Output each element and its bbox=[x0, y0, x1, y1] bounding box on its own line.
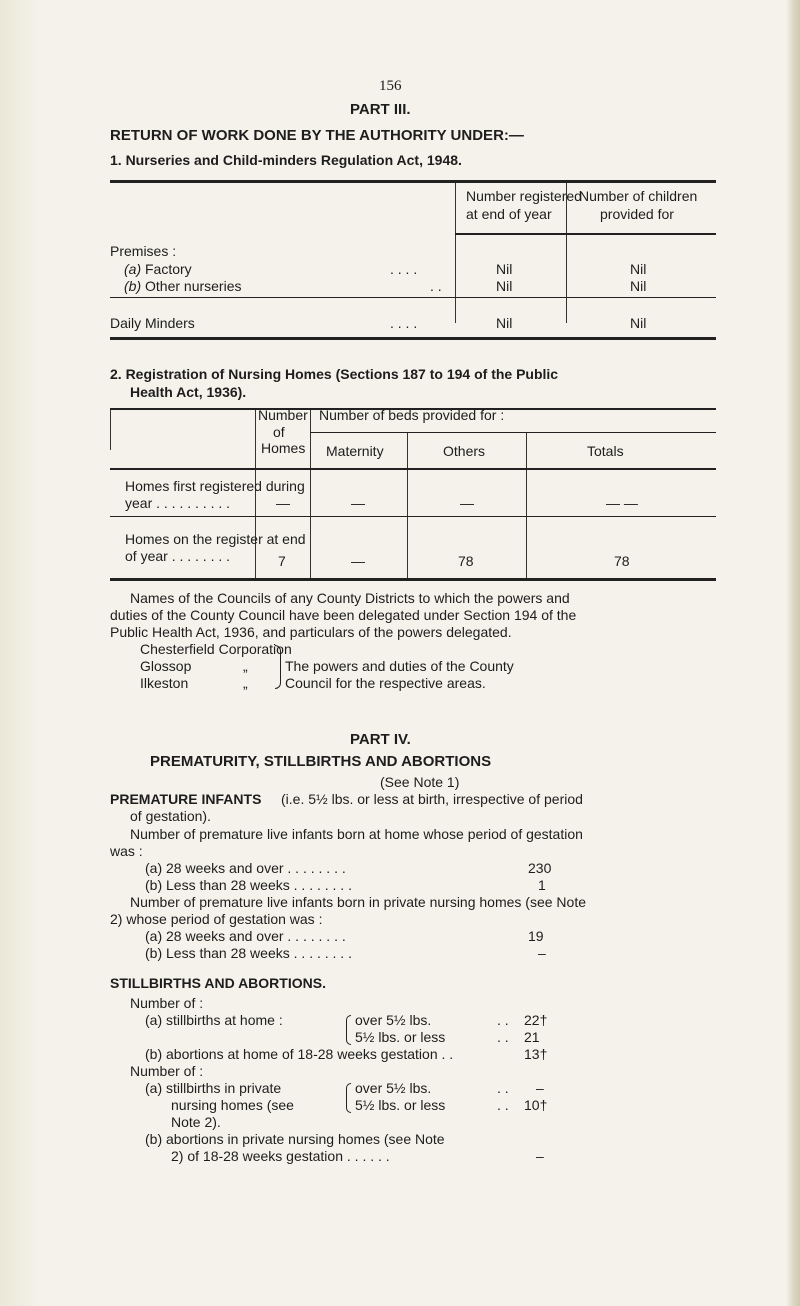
stillbirths-home-less-dots: . . bbox=[497, 1029, 509, 1045]
table2-divider-2 bbox=[310, 410, 311, 578]
row-on-register-others: 78 bbox=[458, 553, 474, 569]
stillbirths-home-less-value: 21 bbox=[524, 1029, 540, 1045]
row-on-register-label: Homes on the register at end bbox=[125, 531, 306, 547]
row-a-label: Factory bbox=[145, 261, 192, 277]
daily-minders-dots: . . . . bbox=[390, 315, 418, 331]
table2-row-rule bbox=[110, 516, 716, 517]
stillbirths-private-less-label: 5½ lbs. or less bbox=[355, 1097, 446, 1113]
abortions-home-label: (b) abortions at home of 18-28 weeks gestation . . bbox=[145, 1046, 454, 1062]
row-first-registered-homes: — bbox=[276, 495, 290, 511]
home-less-28-weeks-value: 1 bbox=[538, 877, 546, 893]
row-a-registered: Nil bbox=[496, 261, 513, 277]
premature-definition: (i.e. 5½ lbs. or less at birth, irrespective of period bbox=[281, 791, 583, 807]
council-ilkeston: Ilkeston bbox=[140, 675, 189, 691]
abortions-private-label: (b) abortions in private nursing homes (see Note bbox=[145, 1131, 445, 1147]
home-less-28-weeks-label: (b) Less than 28 weeks . . . . . . . . bbox=[145, 877, 352, 893]
table2-header-totals: Totals bbox=[587, 443, 624, 459]
stillbirths-home-brace bbox=[346, 1015, 351, 1045]
ditto-mark-2: „ bbox=[243, 675, 248, 691]
table1-col1-header: Number registered bbox=[466, 188, 582, 204]
private-28-weeks-over-value: 19 bbox=[528, 928, 544, 944]
table2-header-maternity: Maternity bbox=[326, 443, 384, 459]
stillbirths-home-over-label: over 5½ lbs. bbox=[355, 1012, 432, 1028]
table1-col2-header-2: provided for bbox=[600, 206, 674, 222]
delegation-text-1: The powers and duties of the County bbox=[285, 658, 514, 674]
table1-header-rule bbox=[455, 233, 716, 235]
row-first-registered-others: — bbox=[460, 495, 474, 511]
page-right-edge bbox=[786, 0, 800, 1306]
stillbirths-private-label: (a) stillbirths in private bbox=[145, 1080, 282, 1096]
councils-paragraph-3: Public Health Act, 1936, and particulars of the powers delegated. bbox=[110, 624, 512, 640]
stillbirths-home-over-dots: . . bbox=[497, 1012, 509, 1028]
number-of-private: Number of : bbox=[130, 1063, 204, 1079]
row-a-children: Nil bbox=[630, 261, 647, 277]
table2-beds-rule bbox=[310, 432, 716, 433]
table2-divider-1 bbox=[255, 410, 256, 578]
daily-minders-label: Daily Minders bbox=[110, 315, 195, 331]
premature-infants-heading: PREMATURE INFANTS bbox=[110, 791, 262, 807]
stillbirths-private-less-dots: . . bbox=[497, 1097, 509, 1113]
home-28-weeks-over-value: 230 bbox=[528, 860, 552, 876]
table2-bottom-rule bbox=[110, 578, 716, 581]
row-b-dots: . . bbox=[430, 278, 442, 294]
stillbirths-private-over-dots: . . bbox=[497, 1080, 509, 1096]
row-first-registered-label: Homes first registered during bbox=[125, 478, 305, 494]
row-first-registered-label-2: year . . . . . . . . . . bbox=[125, 495, 231, 511]
private-intro-2: 2) whose period of gestation was : bbox=[110, 911, 323, 927]
row-first-registered-totals: — — bbox=[606, 495, 638, 511]
table1-col2-header: Number of children bbox=[579, 188, 698, 204]
councils-paragraph-2: duties of the County Council have been delegated under Section 194 of the bbox=[110, 607, 577, 623]
row-b-registered: Nil bbox=[496, 278, 513, 294]
table1-bottom-rule bbox=[110, 337, 716, 340]
stillbirths-private-label-2: nursing homes (see bbox=[171, 1097, 294, 1113]
abortions-home-value: 13† bbox=[524, 1046, 548, 1062]
section2-title-2: Health Act, 1936). bbox=[130, 384, 247, 400]
stillbirths-private-label-3: Note 2). bbox=[171, 1114, 221, 1130]
number-of-home: Number of : bbox=[130, 995, 204, 1011]
table2-divider-3 bbox=[407, 432, 408, 578]
council-glossop: Glossop bbox=[140, 658, 192, 674]
ditto-mark-1: „ bbox=[243, 658, 248, 674]
page-number: 156 bbox=[379, 78, 402, 94]
row-b-label: Other nurseries bbox=[145, 278, 242, 294]
stillbirths-home-over-value: 22† bbox=[524, 1012, 548, 1028]
table2-header-number: Number bbox=[258, 407, 308, 423]
home-28-weeks-over-label: (a) 28 weeks and over . . . . . . . . bbox=[145, 860, 346, 876]
delegation-brace bbox=[275, 645, 281, 689]
row-first-registered-maternity: — bbox=[351, 495, 365, 511]
table2-divider-4 bbox=[526, 432, 527, 578]
row-b-letter: (b) bbox=[124, 278, 142, 294]
councils-paragraph-1: Names of the Councils of any County Districts to which the powers and bbox=[130, 590, 570, 606]
part4-heading: PART IV. bbox=[350, 731, 411, 748]
premises-label: Premises : bbox=[110, 243, 177, 259]
section1-title: 1. Nurseries and Child-minders Regulation Act, 1948. bbox=[110, 152, 462, 168]
stillbirths-home-less-label: 5½ lbs. or less bbox=[355, 1029, 446, 1045]
row-a-letter: (a) bbox=[124, 261, 142, 277]
stillbirths-private-over-value: – bbox=[536, 1080, 544, 1096]
row-b-children: Nil bbox=[630, 278, 647, 294]
stillbirths-home-label: (a) stillbirths at home : bbox=[145, 1012, 283, 1028]
council-chesterfield: Chesterfield Corporation bbox=[140, 641, 292, 657]
delegation-text-2: Council for the respective areas. bbox=[285, 675, 486, 691]
page-left-shadow bbox=[0, 0, 40, 1306]
row-on-register-label-2: of year . . . . . . . . bbox=[125, 548, 231, 564]
see-note-1: (See Note 1) bbox=[380, 774, 460, 790]
row-a-dots: . . . . bbox=[390, 261, 418, 277]
stillbirths-private-over-label: over 5½ lbs. bbox=[355, 1080, 432, 1096]
row-on-register-maternity: — bbox=[351, 553, 365, 569]
stillbirths-heading: STILLBIRTHS AND ABORTIONS. bbox=[110, 975, 326, 991]
table1-top-rule bbox=[110, 180, 716, 183]
private-28-weeks-over-label: (a) 28 weeks and over . . . . . . . . bbox=[145, 928, 346, 944]
table1-col1-header-2: at end of year bbox=[466, 206, 552, 222]
table2-header-homes: Homes bbox=[261, 440, 306, 456]
daily-minders-registered: Nil bbox=[496, 315, 513, 331]
table2-header-beds: Number of beds provided for : bbox=[319, 407, 505, 423]
part4-subheading: PREMATURITY, STILLBIRTHS AND ABORTIONS bbox=[150, 753, 492, 770]
home-intro: Number of premature live infants born at home whose period of gestation bbox=[130, 826, 583, 842]
table2-header-of: of bbox=[273, 424, 285, 440]
row-on-register-homes: 7 bbox=[278, 553, 286, 569]
table2-divider-left bbox=[110, 410, 111, 450]
table1-divider-2 bbox=[566, 183, 567, 323]
private-less-28-weeks-label: (b) Less than 28 weeks . . . . . . . . bbox=[145, 945, 352, 961]
daily-minders-children: Nil bbox=[630, 315, 647, 331]
stillbirths-private-brace bbox=[346, 1083, 351, 1113]
table1-divider-1 bbox=[455, 183, 456, 323]
section2-title: 2. Registration of Nursing Homes (Sections 187 to 194 of the Public bbox=[110, 366, 559, 382]
part3-heading: PART III. bbox=[350, 101, 411, 118]
abortions-private-value: – bbox=[536, 1148, 544, 1164]
home-intro-2: was : bbox=[110, 843, 143, 859]
row-on-register-totals: 78 bbox=[614, 553, 630, 569]
table2-header-others: Others bbox=[443, 443, 486, 459]
table1-row-rule bbox=[110, 297, 716, 298]
abortions-private-label-2: 2) of 18-28 weeks gestation . . . . . . bbox=[171, 1148, 390, 1164]
private-less-28-weeks-value: – bbox=[538, 945, 546, 961]
table2-header-rule bbox=[110, 468, 716, 470]
private-intro: Number of premature live infants born in private nursing homes (see Note bbox=[130, 894, 586, 910]
return-heading: RETURN OF WORK DONE BY THE AUTHORITY UNDER:— bbox=[110, 127, 524, 144]
stillbirths-private-less-value: 10† bbox=[524, 1097, 548, 1113]
premature-definition-2: of gestation). bbox=[130, 808, 211, 824]
